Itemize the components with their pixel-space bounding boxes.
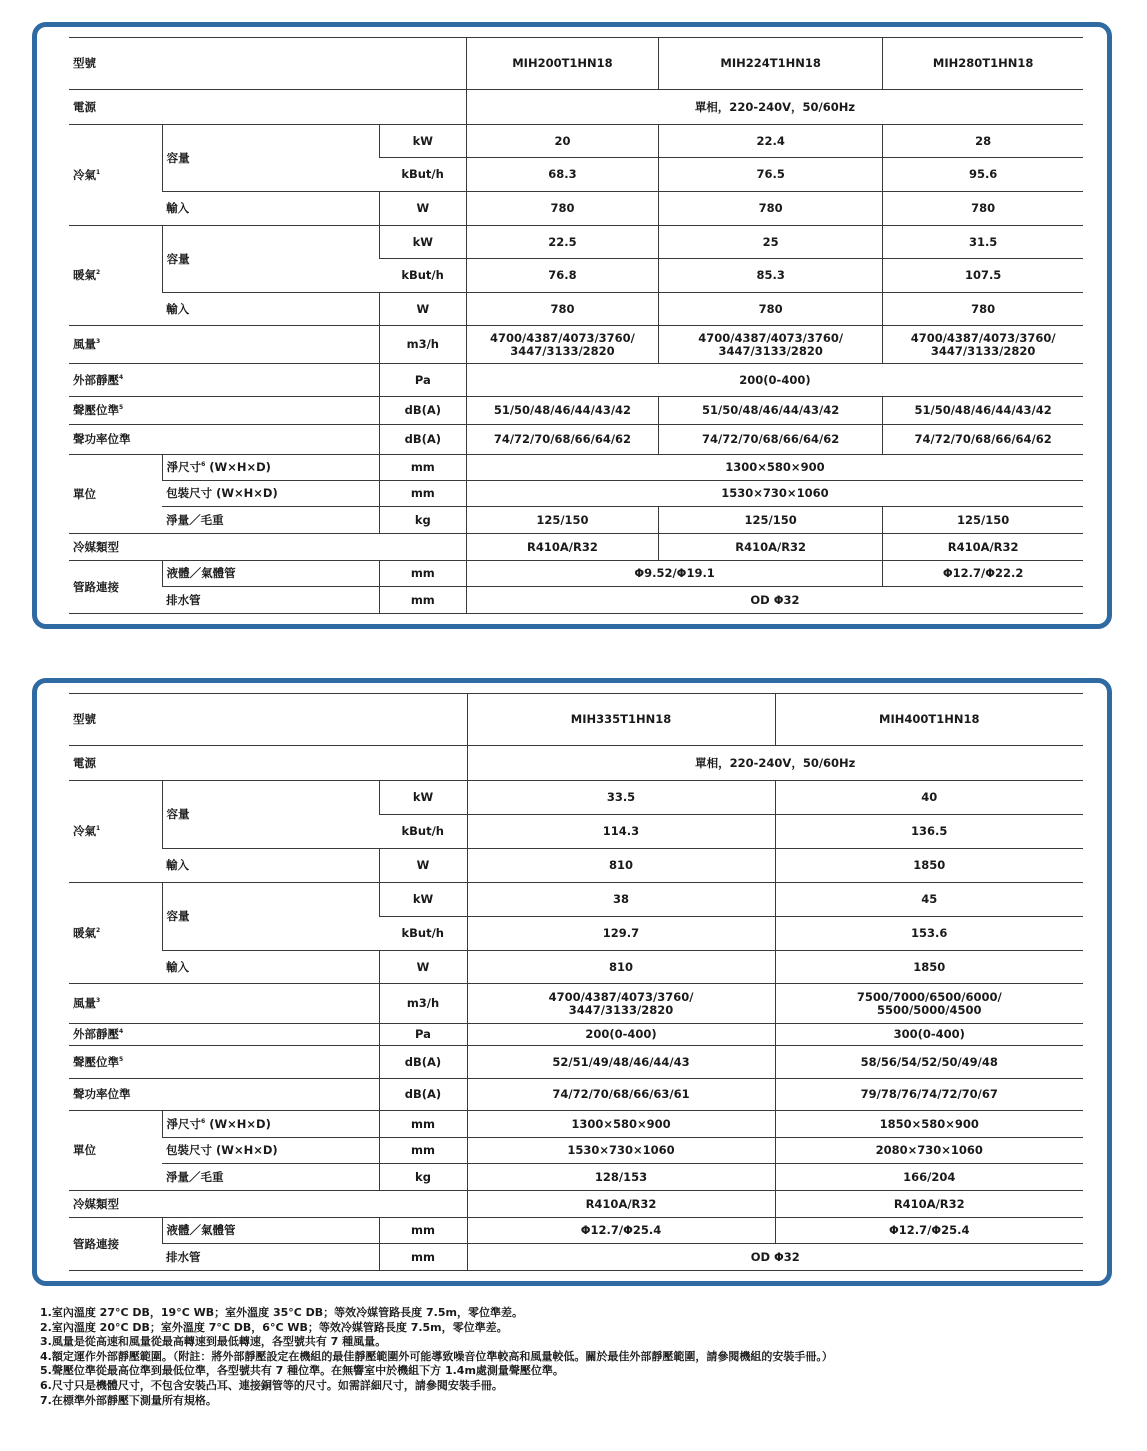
cell: 4700/4387/4073/3760/ 3447/3133/2820 bbox=[659, 326, 883, 364]
drain-label: 排水管 bbox=[162, 1244, 379, 1271]
table-row bbox=[69, 293, 1083, 326]
table-row bbox=[69, 984, 1083, 1024]
weight-label: 淨量／毛重 bbox=[162, 1164, 379, 1191]
pkg-dim-label: 包裝尺寸 (W×H×D) bbox=[162, 1138, 379, 1164]
unit-kg: kg bbox=[379, 1164, 467, 1191]
spec-panel-2 bbox=[32, 678, 1112, 1286]
unit-mm: mm bbox=[379, 481, 466, 507]
cell: 1850×580×900 bbox=[775, 1111, 1083, 1138]
unit-mm: mm bbox=[379, 1218, 467, 1244]
unit-kbtu: kBut/h bbox=[379, 815, 467, 849]
spl-label: 聲壓位準$^5$ bbox=[69, 397, 379, 425]
cell: 200(0-400) bbox=[467, 1024, 775, 1046]
cell: 2080×730×1060 bbox=[775, 1138, 1083, 1164]
model-label: 型號 bbox=[69, 38, 466, 90]
table-row bbox=[69, 746, 1083, 781]
table-row bbox=[69, 534, 1083, 561]
unit-dba: dB(A) bbox=[379, 425, 466, 455]
net-dim-label: 淨尺寸$^6$ (W×H×D) bbox=[162, 455, 379, 481]
cell: R410A/R32 bbox=[467, 1191, 775, 1218]
cell: 38 bbox=[467, 883, 775, 917]
unit-kw: kW bbox=[379, 781, 467, 815]
unit-w: W bbox=[379, 293, 466, 326]
pwl-label: 聲功率位準 bbox=[69, 1079, 379, 1111]
unit-mm: mm bbox=[379, 1138, 467, 1164]
model-name: MIH224T1HN18 bbox=[659, 38, 883, 90]
cell: OD Φ32 bbox=[467, 1244, 1083, 1271]
unit-mm: mm bbox=[379, 587, 466, 614]
unit-mm: mm bbox=[379, 561, 466, 587]
model-name: MIH335T1HN18 bbox=[467, 694, 775, 746]
unit-kw: kW bbox=[379, 883, 467, 917]
heating-label: 暖氣$^2$ bbox=[69, 883, 162, 984]
footnotes bbox=[40, 1306, 1120, 1408]
cell: 129.7 bbox=[467, 917, 775, 951]
cell: OD Φ32 bbox=[466, 587, 1083, 614]
cell: 1850 bbox=[775, 849, 1083, 883]
table-row bbox=[69, 397, 1083, 425]
airflow-label: 風量$^3$ bbox=[69, 984, 379, 1024]
unit-w: W bbox=[379, 951, 467, 984]
power-value: 單相，220-240V，50/60Hz bbox=[466, 90, 1083, 125]
spec-table-2 bbox=[69, 693, 1083, 1271]
power-value: 單相，220-240V，50/60Hz bbox=[467, 746, 1083, 781]
table-row bbox=[69, 1046, 1083, 1079]
table-row bbox=[69, 125, 1083, 158]
cell: 1300×580×900 bbox=[467, 1111, 775, 1138]
cell: 4700/4387/4073/3760/ 3447/3133/2820 bbox=[467, 984, 775, 1024]
unit-label: 單位 bbox=[69, 1111, 162, 1191]
cell: 22.4 bbox=[659, 125, 883, 158]
table-row bbox=[69, 1111, 1083, 1138]
cell: 780 bbox=[466, 192, 658, 226]
unit-m3h: m3/h bbox=[379, 326, 466, 364]
table-row bbox=[69, 455, 1083, 481]
power-label: 電源 bbox=[69, 746, 467, 781]
cell: R410A/R32 bbox=[775, 1191, 1083, 1218]
cell: 74/72/70/68/66/64/62 bbox=[659, 425, 883, 455]
unit-label: 單位 bbox=[69, 455, 162, 534]
input-label: 輸入 bbox=[162, 951, 379, 984]
model-name: MIH280T1HN18 bbox=[883, 38, 1083, 90]
liquid-gas-label: 液體／氣體管 bbox=[162, 561, 379, 587]
cell: 810 bbox=[467, 849, 775, 883]
model-label: 型號 bbox=[69, 694, 467, 746]
cooling-label: 冷氣$^1$ bbox=[69, 125, 162, 226]
cell: 780 bbox=[659, 192, 883, 226]
cell: 40 bbox=[775, 781, 1083, 815]
table-row bbox=[69, 1024, 1083, 1046]
table-row bbox=[69, 883, 1083, 917]
cell: 125/150 bbox=[883, 507, 1083, 534]
cell: 74/72/70/68/66/64/62 bbox=[883, 425, 1083, 455]
unit-dba: dB(A) bbox=[379, 397, 466, 425]
cell: 810 bbox=[467, 951, 775, 984]
cell: 76.5 bbox=[659, 158, 883, 192]
capacity-label: 容量 bbox=[162, 781, 379, 849]
table-row bbox=[69, 507, 1083, 534]
unit-kbtu: kBut/h bbox=[379, 917, 467, 951]
cell: 128/153 bbox=[467, 1164, 775, 1191]
footnote: 4.額定運作外部靜壓範圍。（附註：將外部靜壓設定在機組的最佳靜壓範圍外可能導致噪音位準較高和風量較低。關於最佳外部靜壓範圍，請參閱機組的安裝手冊。） bbox=[40, 1349, 833, 1363]
cell: 20 bbox=[466, 125, 658, 158]
footnote: 5.聲壓位準從最高位準到最低位準，各型號共有 7 種位準。在無響室中於機組下方 1.4m處測量聲壓位準。 bbox=[40, 1364, 564, 1378]
cell: 74/72/70/68/66/63/61 bbox=[467, 1079, 775, 1111]
piping-label: 管路連接 bbox=[69, 561, 162, 614]
capacity-label: 容量 bbox=[162, 883, 379, 951]
table-row bbox=[69, 951, 1083, 984]
power-label: 電源 bbox=[69, 90, 466, 125]
cell: Φ9.52/Φ19.1 bbox=[466, 561, 882, 587]
cooling-label: 冷氣$^1$ bbox=[69, 781, 162, 883]
table-row bbox=[69, 226, 1083, 259]
footnote: 6.尺寸只是機體尺寸，不包含安裝凸耳、連接銅管等的尺寸。如需詳細尺寸，請參閱安裝手冊。 bbox=[40, 1378, 503, 1392]
footnote: 3.風量是從高速和風量從最高轉速到最低轉速，各型號共有 7 種風量。 bbox=[40, 1335, 387, 1349]
cell: R410A/R32 bbox=[659, 534, 883, 561]
cell: 780 bbox=[659, 293, 883, 326]
cell: 1530×730×1060 bbox=[466, 481, 1083, 507]
cell: 780 bbox=[883, 192, 1083, 226]
cell: 1300×580×900 bbox=[466, 455, 1083, 481]
cell: 51/50/48/46/44/43/42 bbox=[883, 397, 1083, 425]
cell: 780 bbox=[466, 293, 658, 326]
table-row bbox=[69, 561, 1083, 587]
table-row bbox=[69, 38, 1083, 90]
table-row bbox=[69, 192, 1083, 226]
cell: 31.5 bbox=[883, 226, 1083, 259]
cell: 74/72/70/68/66/64/62 bbox=[466, 425, 658, 455]
liquid-gas-label: 液體／氣體管 bbox=[162, 1218, 379, 1244]
unit-dba: dB(A) bbox=[379, 1046, 467, 1079]
net-dim-label: 淨尺寸$^6$ (W×H×D) bbox=[162, 1111, 379, 1138]
cell: 153.6 bbox=[775, 917, 1083, 951]
cell: 107.5 bbox=[883, 259, 1083, 293]
unit-w: W bbox=[379, 192, 466, 226]
cell: 780 bbox=[883, 293, 1083, 326]
table-row bbox=[69, 90, 1083, 125]
cell: 85.3 bbox=[659, 259, 883, 293]
cell: 79/78/76/74/72/70/67 bbox=[775, 1079, 1083, 1111]
cell: 7500/7000/6500/6000/ 5500/5000/4500 bbox=[775, 984, 1083, 1024]
cell: 1850 bbox=[775, 951, 1083, 984]
cell: 300(0-400) bbox=[775, 1024, 1083, 1046]
cell: 4700/4387/4073/3760/ 3447/3133/2820 bbox=[466, 326, 658, 364]
cell: 51/50/48/46/44/43/42 bbox=[466, 397, 658, 425]
table-row bbox=[69, 1191, 1083, 1218]
esp-label: 外部靜壓$^4$ bbox=[69, 364, 379, 397]
capacity-label: 容量 bbox=[162, 125, 379, 192]
unit-mm: mm bbox=[379, 455, 466, 481]
cell: R410A/R32 bbox=[466, 534, 658, 561]
spec-table-1 bbox=[69, 37, 1083, 614]
table-row bbox=[69, 481, 1083, 507]
table-row bbox=[69, 1079, 1083, 1111]
table-row bbox=[69, 425, 1083, 455]
cell: Φ12.7/Φ25.4 bbox=[775, 1218, 1083, 1244]
cell: 22.5 bbox=[466, 226, 658, 259]
table-row bbox=[69, 1138, 1083, 1164]
table-row bbox=[69, 781, 1083, 815]
cell: 25 bbox=[659, 226, 883, 259]
unit-mm: mm bbox=[379, 1244, 467, 1271]
cell: 45 bbox=[775, 883, 1083, 917]
piping-label: 管路連接 bbox=[69, 1218, 162, 1271]
unit-mm: mm bbox=[379, 1111, 467, 1138]
cell: 76.8 bbox=[466, 259, 658, 293]
cell: 95.6 bbox=[883, 158, 1083, 192]
footnote: 1.室內溫度 27°C DB，19°C WB；室外溫度 35°C DB；等效冷媒管路長度 7.5m，零位準差。 bbox=[40, 1306, 523, 1319]
cell: 52/51/49/48/46/44/43 bbox=[467, 1046, 775, 1079]
unit-kbtu: kBut/h bbox=[379, 158, 466, 192]
capacity-label: 容量 bbox=[162, 226, 379, 293]
unit-kg: kg bbox=[379, 507, 466, 534]
unit-kbtu: kBut/h bbox=[379, 259, 466, 293]
input-label: 輸入 bbox=[162, 293, 379, 326]
table-row bbox=[69, 1164, 1083, 1191]
refrigerant-label: 冷媒類型 bbox=[69, 534, 466, 561]
cell: 51/50/48/46/44/43/42 bbox=[659, 397, 883, 425]
cell: 28 bbox=[883, 125, 1083, 158]
unit-kw: kW bbox=[379, 125, 466, 158]
cell: 68.3 bbox=[466, 158, 658, 192]
pkg-dim-label: 包裝尺寸 (W×H×D) bbox=[162, 481, 379, 507]
table-row bbox=[69, 849, 1083, 883]
cell: 58/56/54/52/50/49/48 bbox=[775, 1046, 1083, 1079]
weight-label: 淨量／毛重 bbox=[162, 507, 379, 534]
cell: R410A/R32 bbox=[883, 534, 1083, 561]
unit-m3h: m3/h bbox=[379, 984, 467, 1024]
table-row bbox=[69, 587, 1083, 614]
table-row bbox=[69, 1244, 1083, 1271]
unit-kw: kW bbox=[379, 226, 466, 259]
pwl-label: 聲功率位準 bbox=[69, 425, 379, 455]
cell: 125/150 bbox=[466, 507, 658, 534]
spec-panel-1 bbox=[32, 22, 1112, 629]
table-row bbox=[69, 364, 1083, 397]
cell: 136.5 bbox=[775, 815, 1083, 849]
cell: Φ12.7/Φ25.4 bbox=[467, 1218, 775, 1244]
cell: 33.5 bbox=[467, 781, 775, 815]
esp-label: 外部靜壓$^4$ bbox=[69, 1024, 379, 1046]
footnote: 2.室內溫度 20°C DB；室外溫度 7°C DB，6°C WB；等效冷媒管路長度 7.5m，零位準差。 bbox=[40, 1320, 508, 1334]
refrigerant-label: 冷媒類型 bbox=[69, 1191, 467, 1218]
cell: 114.3 bbox=[467, 815, 775, 849]
model-name: MIH400T1HN18 bbox=[775, 694, 1083, 746]
model-name: MIH200T1HN18 bbox=[466, 38, 658, 90]
cell: 4700/4387/4073/3760/ 3447/3133/2820 bbox=[883, 326, 1083, 364]
table-row bbox=[69, 1218, 1083, 1244]
cell: 166/204 bbox=[775, 1164, 1083, 1191]
cell: 200(0-400) bbox=[466, 364, 1083, 397]
airflow-label: 風量$^3$ bbox=[69, 326, 379, 364]
cell: 125/150 bbox=[659, 507, 883, 534]
unit-pa: Pa bbox=[379, 364, 466, 397]
unit-w: W bbox=[379, 849, 467, 883]
footnote: 7.在標準外部靜壓下測量所有規格。 bbox=[40, 1393, 217, 1407]
input-label: 輸入 bbox=[162, 192, 379, 226]
unit-pa: Pa bbox=[379, 1024, 467, 1046]
cell: Φ12.7/Φ22.2 bbox=[883, 561, 1083, 587]
table-row bbox=[69, 326, 1083, 364]
cell: 1530×730×1060 bbox=[467, 1138, 775, 1164]
heating-label: 暖氣$^2$ bbox=[69, 226, 162, 326]
table-row bbox=[69, 694, 1083, 746]
spl-label: 聲壓位準$^5$ bbox=[69, 1046, 379, 1079]
unit-dba: dB(A) bbox=[379, 1079, 467, 1111]
drain-label: 排水管 bbox=[162, 587, 379, 614]
input-label: 輸入 bbox=[162, 849, 379, 883]
